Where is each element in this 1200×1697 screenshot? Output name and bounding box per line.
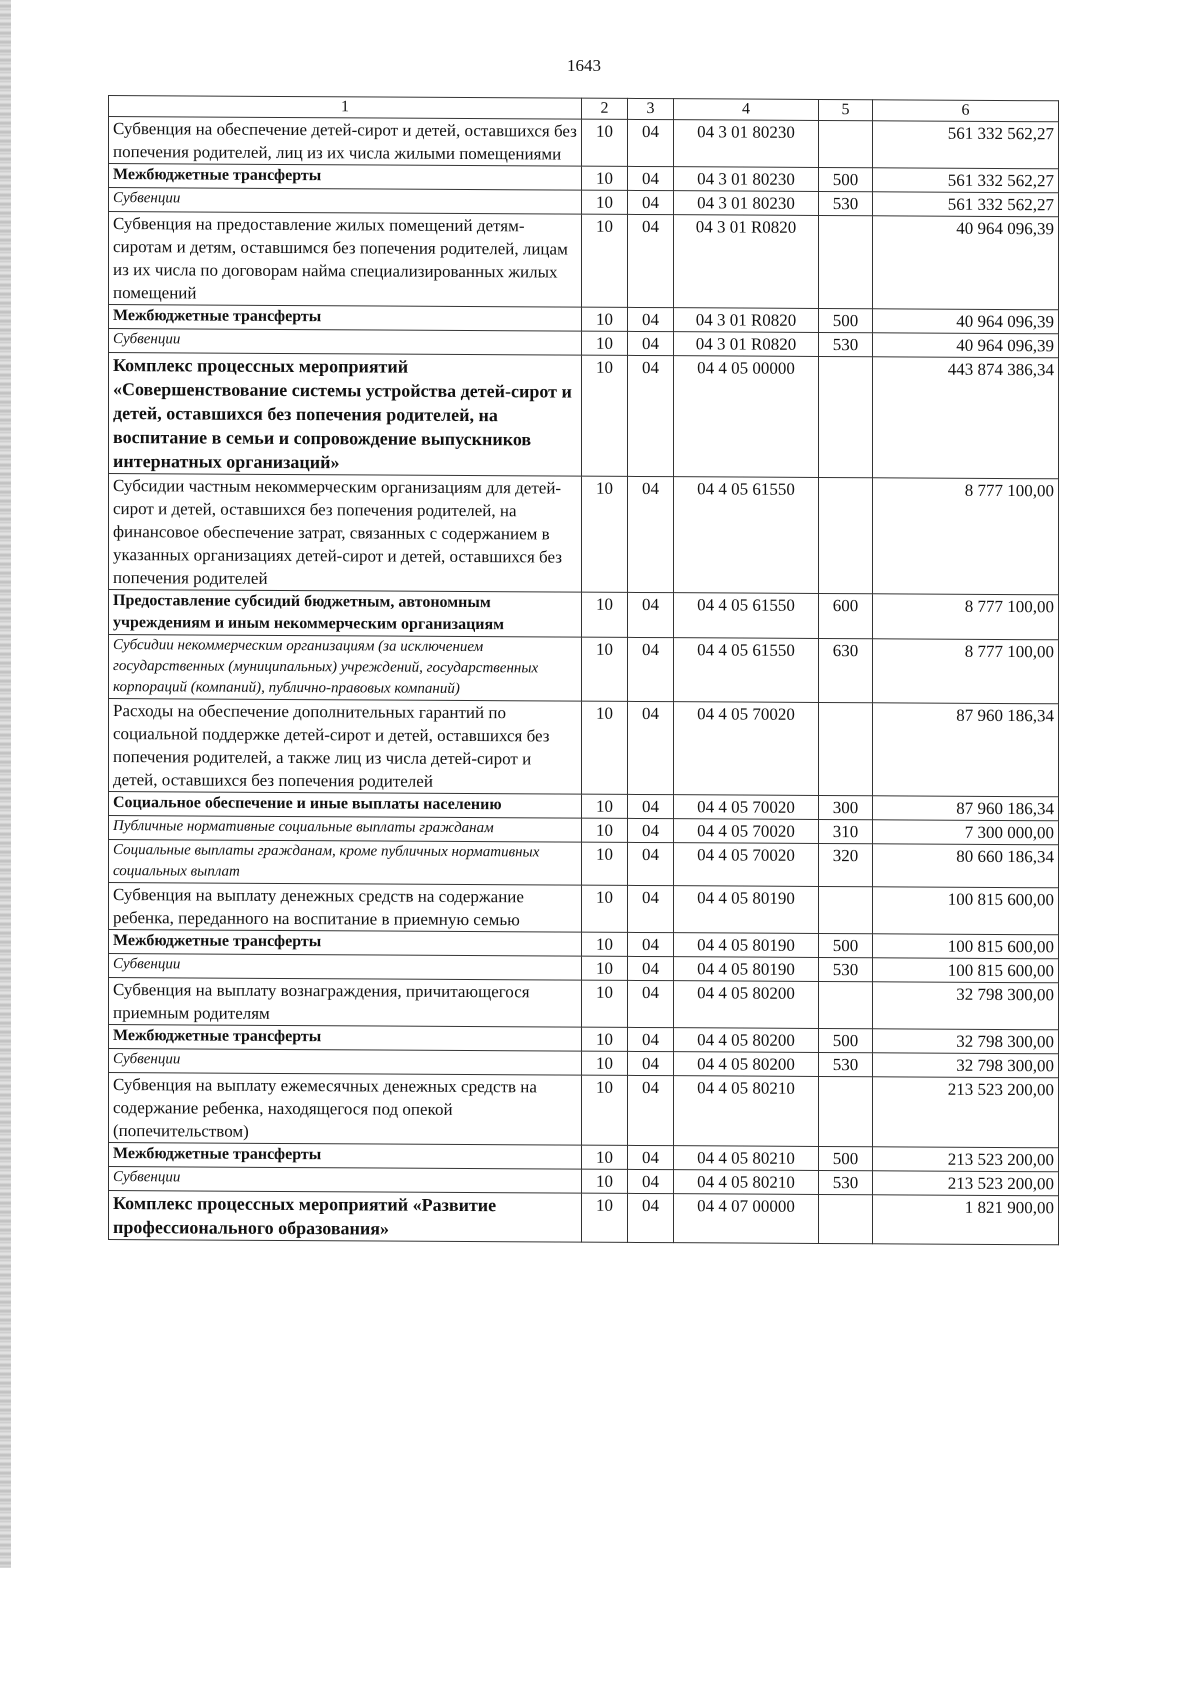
amount: 213 523 200,00 [873, 1147, 1059, 1172]
section-code: 10 [582, 331, 628, 355]
amount: 8 777 100,00 [873, 639, 1059, 704]
table-row [109, 635, 1059, 704]
header-cell: 4 [674, 99, 819, 121]
expense-type-code [819, 215, 873, 308]
row-name: Социальное обеспечение и иные выплаты населению [109, 792, 582, 819]
amount: 7 300 000,00 [873, 820, 1059, 845]
amount: 87 960 186,34 [873, 796, 1059, 821]
row-name: Предоставление субсидий бюджетным, автономным учреждениям и иным некоммерческим организациям [109, 590, 582, 638]
expense-type-code [819, 356, 873, 477]
subsection-code: 04 [628, 1145, 674, 1169]
target-article-code: 04 4 05 61550 [674, 638, 819, 703]
amount: 213 523 200,00 [873, 1171, 1059, 1196]
subsection-code: 04 [628, 956, 674, 980]
amount: 561 332 562,27 [873, 121, 1059, 169]
section-code: 10 [582, 166, 628, 190]
expense-type-code [819, 886, 873, 933]
section-code: 10 [582, 794, 628, 818]
table-row [109, 840, 1059, 888]
header-cell: 5 [819, 99, 873, 120]
target-article-code: 04 4 05 80200 [674, 1028, 819, 1053]
section-code: 10 [582, 1075, 628, 1145]
amount: 561 332 562,27 [873, 192, 1059, 217]
row-name: Комплекс процессных мероприятий «Совершенствование системы устройства детей-сирот и детей, оставшихся без попечения родителей, на воспитание в семьи и сопровождение выпускников интернатных организаций» [109, 353, 582, 477]
amount: 100 815 600,00 [873, 958, 1059, 983]
section-code: 10 [582, 932, 628, 956]
row-name: Субвенции [109, 1049, 582, 1076]
amount: 100 815 600,00 [873, 887, 1059, 935]
section-code: 10 [582, 701, 628, 794]
section-code: 10 [582, 355, 628, 476]
subsection-code: 04 [628, 980, 674, 1027]
expense-type-code: 310 [819, 819, 873, 843]
target-article-code: 04 4 05 80200 [674, 1052, 819, 1077]
target-article-code: 04 3 01 R0820 [674, 332, 819, 357]
target-article-code: 04 4 07 00000 [674, 1194, 819, 1244]
subsection-code: 04 [628, 885, 674, 932]
row-name: Субвенция на обеспечение детей-сирот и детей, оставшихся без попечения родителей, лиц из их числа жилыми помещениями [109, 117, 582, 167]
table-row [109, 1073, 1059, 1148]
amount: 40 964 096,39 [873, 216, 1059, 310]
target-article-code: 04 4 05 70020 [674, 819, 819, 844]
expense-type-code: 500 [819, 1146, 873, 1170]
section-code: 10 [582, 476, 628, 592]
header-cell: 3 [628, 98, 674, 119]
amount: 1 821 900,00 [873, 1195, 1059, 1245]
row-name: Межбюджетные трансферты [109, 1025, 582, 1052]
target-article-code: 04 4 05 80210 [674, 1170, 819, 1195]
row-name: Межбюджетные трансферты [109, 930, 582, 957]
subsection-code: 04 [628, 331, 674, 355]
table-row [109, 474, 1059, 595]
subsection-code: 04 [628, 592, 674, 637]
section-code: 10 [582, 1051, 628, 1075]
subsection-code: 04 [628, 190, 674, 214]
amount: 40 964 096,39 [873, 333, 1059, 358]
row-name: Субвенция на выплату денежных средств на содержание ребенка, переданного на воспитание в приемную семью [109, 883, 582, 933]
section-code: 10 [582, 592, 628, 637]
amount: 213 523 200,00 [873, 1077, 1059, 1148]
section-code: 10 [582, 637, 628, 701]
table-row [109, 883, 1059, 935]
expense-type-code: 630 [819, 638, 873, 702]
amount: 32 798 300,00 [873, 1053, 1059, 1078]
expense-type-code: 530 [819, 1052, 873, 1076]
row-name: Комплекс процессных мероприятий «Развитие профессионального образования» [109, 1191, 582, 1243]
section-code: 10 [582, 307, 628, 331]
amount: 40 964 096,39 [873, 309, 1059, 334]
expense-type-code: 530 [819, 191, 873, 215]
header-cell: 2 [582, 98, 628, 119]
target-article-code: 04 4 05 80200 [674, 981, 819, 1029]
section-code: 10 [582, 1169, 628, 1193]
expense-type-code [819, 1194, 873, 1243]
row-name: Публичные нормативные социальные выплаты гражданам [109, 816, 582, 843]
section-code: 10 [582, 119, 628, 166]
section-code: 10 [582, 842, 628, 885]
row-name: Межбюджетные трансферты [109, 1143, 582, 1170]
header-cell: 1 [109, 96, 582, 120]
row-name: Субвенции [109, 1167, 582, 1194]
section-code: 10 [582, 1193, 628, 1242]
target-article-code: 04 3 01 R0820 [674, 308, 819, 333]
target-article-code: 04 4 05 61550 [674, 477, 819, 594]
target-article-code: 04 3 01 R0820 [674, 215, 819, 309]
target-article-code: 04 4 05 70020 [674, 843, 819, 887]
expense-type-code: 530 [819, 957, 873, 981]
expense-type-code [819, 981, 873, 1028]
row-name: Субвенции [109, 329, 582, 356]
expense-type-code: 600 [819, 593, 873, 638]
subsection-code: 04 [628, 842, 674, 885]
expense-type-code [819, 120, 873, 167]
table-row [109, 699, 1059, 797]
target-article-code: 04 4 05 80190 [674, 933, 819, 958]
header-cell: 6 [873, 100, 1059, 122]
row-name: Социальные выплаты гражданам, кроме публичных нормативных социальных выплат [109, 840, 582, 886]
page-number: 1643 [567, 56, 601, 75]
amount: 8 777 100,00 [873, 594, 1059, 640]
row-name: Субсидии некоммерческим организациям (за исключением государственных (муниципальных) учреждений, государственных корпораций (компаний), публично-правовых компаний) [109, 635, 582, 702]
section-code: 10 [582, 214, 628, 307]
expense-type-code [819, 477, 873, 593]
amount: 443 874 386,34 [873, 357, 1059, 479]
row-name: Субвенция на выплату ежемесячных денежных средств на содержание ребенка, находящегося под опекой (попечительством) [109, 1073, 582, 1146]
subsection-code: 04 [628, 1027, 674, 1051]
amount: 8 777 100,00 [873, 478, 1059, 595]
subsection-code: 04 [628, 1169, 674, 1193]
expense-type-code [819, 702, 873, 795]
subsection-code: 04 [628, 818, 674, 842]
row-name: Субвенция на выплату вознаграждения, причитающегося приемным родителям [109, 978, 582, 1028]
expense-type-code: 500 [819, 1028, 873, 1052]
amount: 32 798 300,00 [873, 982, 1059, 1030]
target-article-code: 04 3 01 80230 [674, 191, 819, 216]
section-code: 10 [582, 980, 628, 1027]
table-row [109, 590, 1059, 640]
section-code: 10 [582, 190, 628, 214]
row-name: Субсидии частным некоммерческим организациям для детей-сирот и детей, оставшихся без попечения родителей, на финансовое обеспечение затрат, связанных с содержанием в указанных организациях детей-сирот и детей, оставшихся без попечения родителей [109, 474, 582, 593]
subsection-code: 04 [628, 355, 674, 476]
table-body [109, 117, 1059, 1245]
subsection-code: 04 [628, 166, 674, 190]
target-article-code: 04 3 01 80230 [674, 120, 819, 168]
target-article-code: 04 4 05 00000 [674, 356, 819, 478]
table-row [109, 978, 1059, 1030]
table-row [109, 212, 1059, 310]
row-name: Субвенции [109, 954, 582, 981]
target-article-code: 04 4 05 80190 [674, 957, 819, 982]
expense-type-code: 500 [819, 167, 873, 191]
table-row [109, 353, 1059, 479]
target-article-code: 04 4 05 61550 [674, 593, 819, 639]
amount: 87 960 186,34 [873, 703, 1059, 797]
amount: 561 332 562,27 [873, 168, 1059, 193]
row-name: Субвенция на предоставление жилых помещений детям-сиротам и детям, оставшимся без попечения родителей, лицам из их числа по договорам найма специализированных жилых помещений [109, 212, 582, 308]
budget-table [108, 95, 1059, 1245]
section-code: 10 [582, 1145, 628, 1169]
target-article-code: 04 4 05 80210 [674, 1146, 819, 1171]
subsection-code: 04 [628, 701, 674, 794]
expense-type-code: 300 [819, 795, 873, 819]
subsection-code: 04 [628, 1051, 674, 1075]
subsection-code: 04 [628, 307, 674, 331]
subsection-code: 04 [628, 214, 674, 307]
subsection-code: 04 [628, 794, 674, 818]
target-article-code: 04 4 05 70020 [674, 795, 819, 820]
table-row [109, 117, 1059, 169]
row-name: Межбюджетные трансферты [109, 305, 582, 332]
target-article-code: 04 3 01 80230 [674, 167, 819, 192]
target-article-code: 04 4 05 70020 [674, 702, 819, 796]
section-code: 10 [582, 885, 628, 932]
subsection-code: 04 [628, 1075, 674, 1145]
subsection-code: 04 [628, 1193, 674, 1242]
subsection-code: 04 [628, 119, 674, 166]
table-row [109, 1191, 1059, 1245]
subsection-code: 04 [628, 476, 674, 592]
section-code: 10 [582, 956, 628, 980]
row-name: Субвенции [109, 188, 582, 215]
target-article-code: 04 4 05 80190 [674, 886, 819, 934]
subsection-code: 04 [628, 637, 674, 701]
expense-type-code: 530 [819, 1170, 873, 1194]
expense-type-code: 500 [819, 933, 873, 957]
scan-edge [0, 0, 11, 1568]
section-code: 10 [582, 818, 628, 842]
subsection-code: 04 [628, 932, 674, 956]
amount: 80 660 186,34 [873, 844, 1059, 888]
expense-type-code: 500 [819, 308, 873, 332]
expense-type-code: 530 [819, 332, 873, 356]
target-article-code: 04 4 05 80210 [674, 1076, 819, 1147]
expense-type-code [819, 1076, 873, 1146]
expense-type-code: 320 [819, 843, 873, 886]
amount: 32 798 300,00 [873, 1029, 1059, 1054]
section-code: 10 [582, 1027, 628, 1051]
amount: 100 815 600,00 [873, 934, 1059, 959]
row-name: Межбюджетные трансферты [109, 164, 582, 191]
row-name: Расходы на обеспечение дополнительных гарантий по социальной поддержке детей-сирот и детей, оставшихся без попечения родителей, а также лиц из числа детей-сирот и детей, оставшихся без попечения родителей [109, 699, 582, 795]
